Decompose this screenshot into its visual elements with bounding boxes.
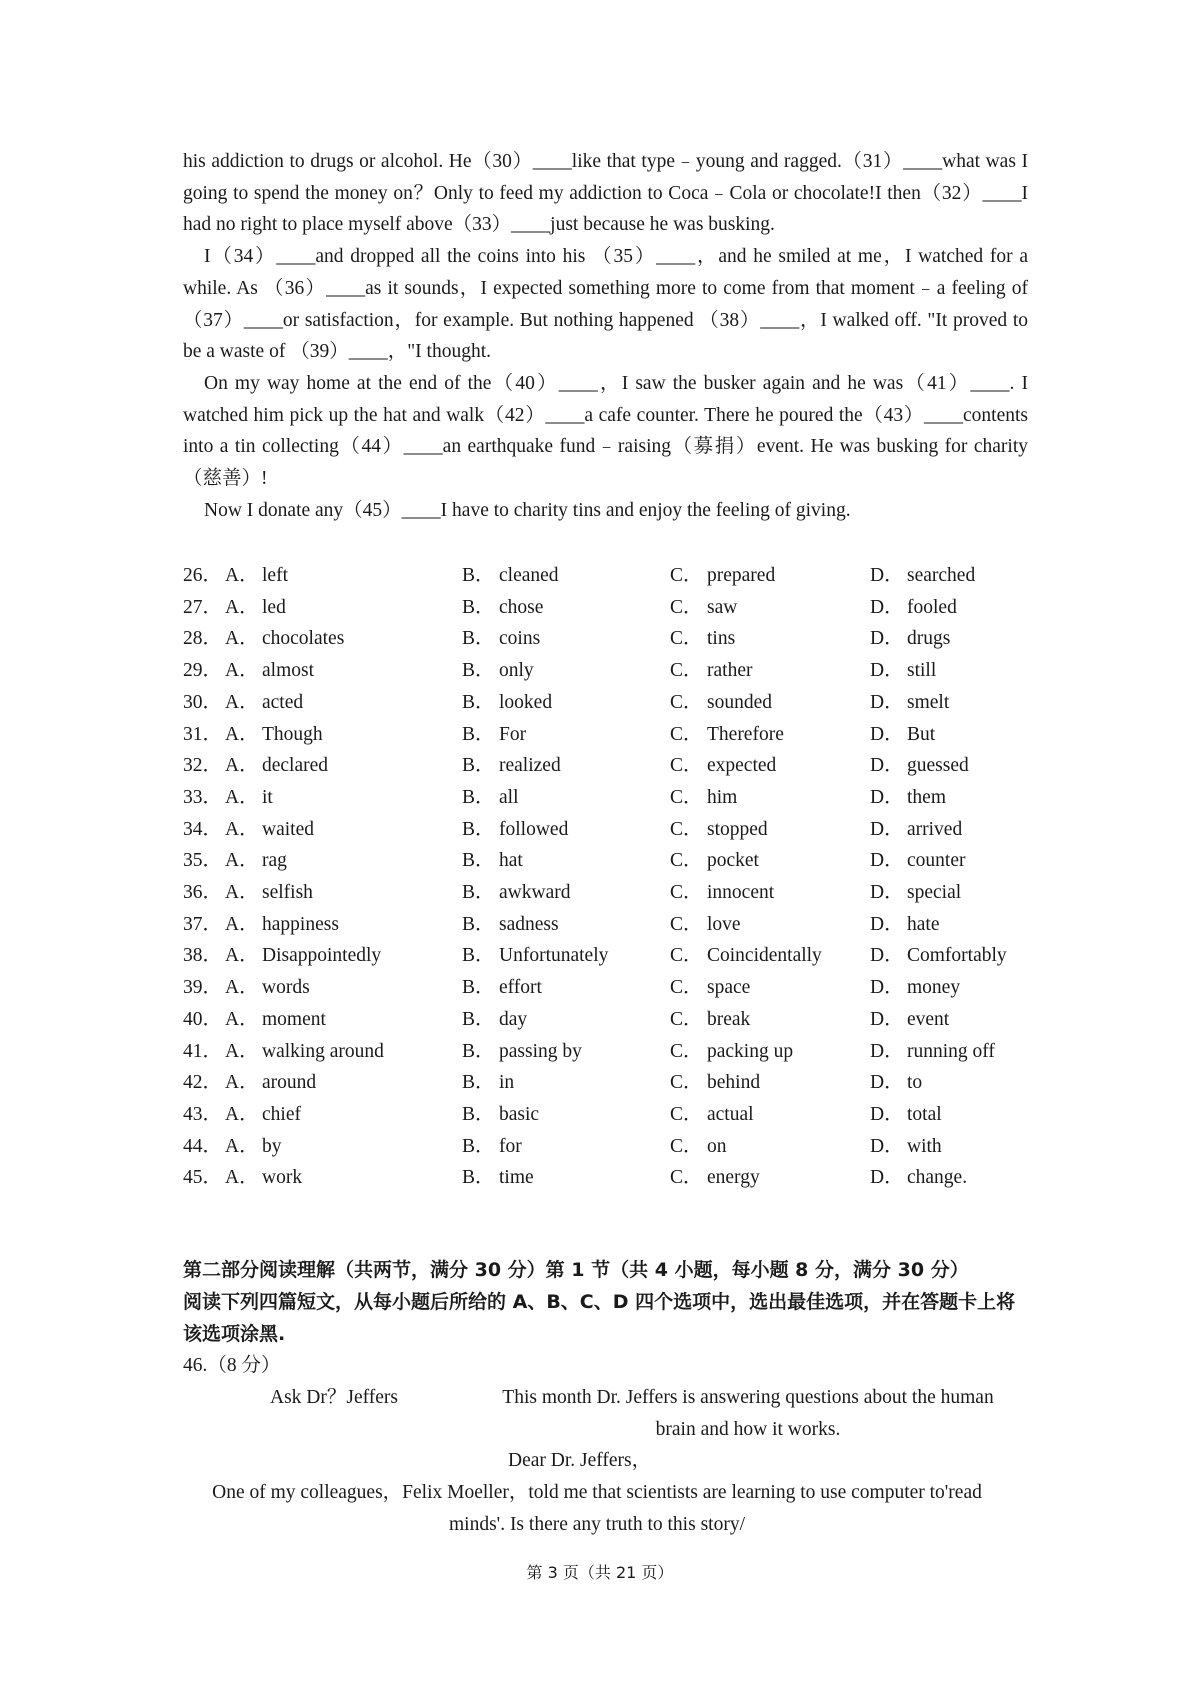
option-letter: C．	[670, 977, 703, 999]
option-letter: C．	[670, 723, 703, 745]
option-row	[183, 623, 1007, 655]
option-letter: A．	[225, 1040, 259, 1062]
question-number: 45．	[183, 1167, 223, 1189]
option-letter: C．	[670, 565, 703, 586]
option-text-b: Unfortunately	[499, 945, 609, 967]
option-letter: A．	[225, 691, 259, 713]
option-text-d: with	[907, 1135, 942, 1157]
option-letter: C．	[670, 596, 703, 618]
option-text-d: special	[907, 882, 962, 904]
option-letter: C．	[670, 1167, 703, 1189]
option-letter: C．	[670, 1135, 703, 1157]
option-letter: B．	[462, 691, 495, 713]
option-text-d: guessed	[907, 755, 969, 777]
question-number: 44．	[183, 1135, 223, 1157]
option-letter: A．	[225, 977, 259, 999]
option-letter: A．	[225, 1103, 259, 1125]
option-letter: B．	[462, 1103, 495, 1125]
question-number: 41．	[183, 1040, 223, 1062]
option-row	[183, 560, 1007, 592]
section-title: 第二部分阅读理解（共两节，满分 30 分）第 1 节（共 4 小题，每小题 8 分，满分 30 分）	[183, 1259, 969, 1281]
option-letter: D．	[870, 755, 904, 777]
option-text-a: declared	[262, 755, 329, 777]
option-letter: D．	[870, 723, 904, 745]
option-text-c: pocket	[707, 850, 759, 872]
passage-paragraph: his addiction to drugs or alcohol. He（30）____like that type﹣young and ragged.（31）____what was I going to spend the money on？Only to feed my addiction to Coca﹣Cola or chocolate!I then（32）____I had no right to place myself above（33）____just because he was busking.	[183, 151, 1028, 236]
passage-paragraph: I（34）____and dropped all the coins into his （35）____，and he smiled at me，I watched for a while. As （36）____as it sounds，I expected something more to come from that moment﹣a feeling of （37）____or satisfaction，for example. But nothing happened （38）____，I walked off. "It proved to be a waste of （39）____，"I thought.	[183, 246, 1028, 363]
option-letter: B．	[462, 723, 495, 745]
option-letter: A．	[225, 850, 259, 872]
option-text-c: stopped	[707, 818, 768, 840]
option-row	[183, 719, 1007, 751]
option-text-b: For	[499, 723, 527, 745]
column-title: Ask Dr？Jeffers	[270, 1387, 398, 1408]
option-letter: B．	[462, 1167, 495, 1189]
option-letter: D．	[870, 850, 904, 872]
option-letter: B．	[462, 818, 495, 840]
option-row	[183, 592, 1007, 624]
option-letter: B．	[462, 786, 495, 808]
question-number: 30．	[183, 691, 223, 713]
option-text-a: selfish	[262, 882, 313, 904]
option-letter: D．	[870, 628, 904, 650]
passage-paragraph: On my way home at the end of the（40）____，I saw the busker again and he was（41）____. I watched him pick up the hat and walk（42）____a cafe counter. There he poured the（43）____contents into a tin collecting（44）____an earthquake fund﹣raising（募捐）event. He was busking for charity（慈善）!	[183, 372, 1028, 490]
option-text-c: energy	[707, 1167, 760, 1189]
option-letter: B．	[462, 565, 495, 586]
option-text-a: Though	[262, 723, 323, 745]
option-letter: B．	[462, 755, 495, 777]
option-letter: B．	[462, 1040, 495, 1062]
option-text-c: space	[707, 977, 751, 999]
option-letter: B．	[462, 1072, 495, 1094]
option-letter: D．	[870, 660, 904, 682]
option-text-c: him	[707, 786, 738, 808]
option-text-b: basic	[499, 1103, 540, 1125]
option-text-b: chose	[499, 596, 544, 618]
option-text-a: rag	[262, 850, 287, 872]
option-text-d: arrived	[907, 818, 963, 840]
option-letter: B．	[462, 945, 495, 967]
option-text-c: love	[707, 913, 741, 935]
option-letter: A．	[225, 882, 259, 904]
option-text-b: effort	[499, 977, 542, 999]
option-text-d: fooled	[907, 596, 957, 618]
question-number: 38．	[183, 945, 223, 967]
option-text-c: Coincidentally	[707, 945, 822, 967]
option-letter: D．	[870, 1008, 904, 1030]
option-text-a: left	[262, 565, 288, 586]
option-text-c: expected	[707, 755, 777, 777]
option-text-b: only	[499, 660, 534, 682]
option-text-a: around	[262, 1072, 317, 1094]
option-text-b: passing by	[499, 1040, 582, 1062]
option-text-d: searched	[907, 565, 976, 586]
option-letter: D．	[870, 818, 904, 840]
question-number: 43．	[183, 1103, 223, 1125]
option-row	[183, 1131, 1007, 1163]
option-letter: D．	[870, 913, 904, 935]
option-letter: C．	[670, 882, 703, 904]
option-text-b: in	[499, 1072, 515, 1094]
option-row	[183, 687, 1007, 719]
option-text-d: still	[907, 660, 937, 682]
option-text-d: to	[907, 1072, 923, 1094]
option-text-a: moment	[262, 1008, 326, 1030]
passage-paragraph: Now I donate any（45）____I have to charity tins and enjoy the feeling of giving.	[204, 499, 851, 521]
option-letter: B．	[462, 913, 495, 935]
page-footer: 第 3 页（共 21 页）	[526, 1563, 674, 1582]
question-number: 37．	[183, 913, 223, 935]
question-number: 33．	[183, 786, 223, 808]
option-text-d: them	[907, 786, 946, 808]
option-text-a: Disappointedly	[262, 945, 382, 967]
option-letter: A．	[225, 723, 259, 745]
option-text-b: for	[499, 1135, 522, 1157]
option-letter: D．	[870, 786, 904, 808]
option-text-b: sadness	[499, 913, 559, 935]
option-row	[183, 1099, 1007, 1131]
question-number: 46.（8 分）	[183, 1355, 281, 1376]
option-letter: B．	[462, 1008, 495, 1030]
option-text-a: work	[262, 1167, 303, 1189]
letter-body: One of my colleagues，Felix Moeller，told me that scientists are learning to use computer to'read minds'. Is there any truth to this story/	[212, 1482, 982, 1535]
option-text-a: by	[262, 1135, 282, 1157]
option-text-c: sounded	[707, 691, 772, 713]
option-letter: D．	[870, 1135, 904, 1157]
option-text-b: hat	[499, 850, 523, 872]
option-letter: B．	[462, 628, 495, 650]
letter-salutation: Dear Dr. Jeffers，	[508, 1450, 652, 1471]
option-text-d: Comfortably	[907, 945, 1007, 967]
option-letter: D．	[870, 882, 904, 904]
option-row	[183, 940, 1007, 972]
option-text-b: time	[499, 1167, 534, 1189]
section-instructions: 阅读下列四篇短文，从每小题后所给的 A、B、C、D 四个选项中，选出最佳选项，并在答题卡上将该选项涂黑.	[183, 1291, 1016, 1345]
option-letter: B．	[462, 977, 495, 999]
option-text-b: followed	[499, 818, 569, 840]
option-row	[183, 655, 1007, 687]
option-text-a: chocolates	[262, 628, 345, 650]
option-letter: A．	[225, 786, 259, 808]
option-row	[183, 1036, 1007, 1068]
option-letter: A．	[225, 945, 259, 967]
option-text-c: packing up	[707, 1040, 794, 1062]
option-letter: B．	[462, 882, 495, 904]
column-intro: This month Dr. Jeffers is answering questions about the human brain and how it works.	[502, 1387, 994, 1440]
option-text-b: coins	[499, 628, 541, 650]
option-letter: A．	[225, 755, 259, 777]
option-text-a: words	[262, 977, 310, 999]
option-text-c: rather	[707, 660, 753, 682]
option-letter: D．	[870, 945, 904, 967]
option-letter: D．	[870, 1103, 904, 1125]
option-text-a: happiness	[262, 913, 339, 935]
option-text-c: Therefore	[707, 723, 784, 745]
option-text-d: But	[907, 723, 936, 745]
option-letter: A．	[225, 628, 259, 650]
option-text-c: prepared	[707, 565, 776, 586]
option-text-c: break	[707, 1008, 751, 1030]
question-number: 27．	[183, 596, 223, 618]
option-row	[183, 782, 1007, 814]
option-letter: C．	[670, 1103, 703, 1125]
option-letter: D．	[870, 1167, 904, 1189]
option-text-a: led	[262, 596, 286, 618]
option-letter: C．	[670, 628, 703, 650]
option-text-c: actual	[707, 1103, 754, 1125]
option-letter: C．	[670, 1072, 703, 1094]
section-heading	[183, 1254, 1033, 1350]
option-letter: A．	[225, 596, 259, 618]
option-text-b: looked	[499, 691, 553, 713]
option-text-d: event	[907, 1008, 950, 1030]
option-letter: A．	[225, 818, 259, 840]
option-letter: C．	[670, 913, 703, 935]
option-letter: B．	[462, 596, 495, 618]
option-letter: B．	[462, 1135, 495, 1157]
question-number: 26．	[183, 565, 223, 586]
option-text-b: awkward	[499, 882, 571, 904]
option-text-a: acted	[262, 691, 304, 713]
option-text-d: smelt	[907, 691, 950, 713]
option-letter: C．	[670, 850, 703, 872]
option-text-a: waited	[262, 818, 314, 840]
option-text-c: innocent	[707, 882, 775, 904]
option-letter: A．	[225, 660, 259, 682]
option-letter: D．	[870, 1040, 904, 1062]
option-text-b: realized	[499, 755, 561, 777]
option-row	[183, 1067, 1007, 1099]
question-number: 35．	[183, 850, 223, 872]
option-text-d: change.	[907, 1167, 968, 1189]
option-text-b: day	[499, 1008, 528, 1030]
option-text-c: behind	[707, 1072, 761, 1094]
option-text-c: tins	[707, 628, 736, 650]
option-text-d: running off	[907, 1040, 995, 1062]
option-text-a: walking around	[262, 1040, 384, 1062]
option-letter: C．	[670, 945, 703, 967]
option-letter: C．	[670, 755, 703, 777]
option-letter: D．	[870, 977, 904, 999]
question-number: 29．	[183, 660, 223, 682]
option-row	[183, 814, 1007, 846]
option-text-a: it	[262, 786, 273, 808]
option-letter: D．	[870, 1072, 904, 1094]
option-text-b: cleaned	[499, 565, 559, 586]
question-number: 28．	[183, 628, 223, 650]
option-text-a: chief	[262, 1103, 301, 1125]
option-letter: C．	[670, 660, 703, 682]
option-row	[183, 845, 1007, 877]
option-letter: A．	[225, 1072, 259, 1094]
option-letter: A．	[225, 1167, 259, 1189]
option-text-d: counter	[907, 850, 966, 872]
question-number: 39．	[183, 977, 223, 999]
option-letter: C．	[670, 818, 703, 840]
option-letter: A．	[225, 1008, 259, 1030]
option-row	[183, 750, 1007, 782]
option-text-a: almost	[262, 660, 314, 682]
option-letter: B．	[462, 850, 495, 872]
cloze-passage	[183, 146, 1028, 526]
question-number: 34．	[183, 818, 223, 840]
option-row	[183, 877, 1007, 909]
option-text-d: total	[907, 1103, 942, 1125]
option-row	[183, 909, 1007, 941]
option-text-d: money	[907, 977, 961, 999]
question-number: 31．	[183, 723, 223, 745]
option-letter: C．	[670, 1040, 703, 1062]
question-number: 36．	[183, 882, 223, 904]
question-number: 32．	[183, 755, 223, 777]
option-letter: C．	[670, 786, 703, 808]
option-letter: C．	[670, 1008, 703, 1030]
option-row	[183, 1004, 1007, 1036]
option-row	[183, 1162, 1007, 1194]
option-text-d: drugs	[907, 628, 951, 650]
option-row	[183, 972, 1007, 1004]
option-letter: C．	[670, 691, 703, 713]
option-letter: A．	[225, 565, 259, 586]
options-table	[183, 560, 1007, 1194]
option-text-c: on	[707, 1135, 727, 1157]
option-letter: D．	[870, 596, 904, 618]
option-text-d: hate	[907, 913, 940, 935]
option-text-b: all	[499, 786, 519, 808]
question-number: 40．	[183, 1008, 223, 1030]
option-letter: D．	[870, 691, 904, 713]
option-letter: A．	[225, 913, 259, 935]
question-number: 42．	[183, 1072, 223, 1094]
option-letter: B．	[462, 660, 495, 682]
option-letter: D．	[870, 565, 904, 586]
option-letter: A．	[225, 1135, 259, 1157]
option-text-c: saw	[707, 596, 738, 618]
